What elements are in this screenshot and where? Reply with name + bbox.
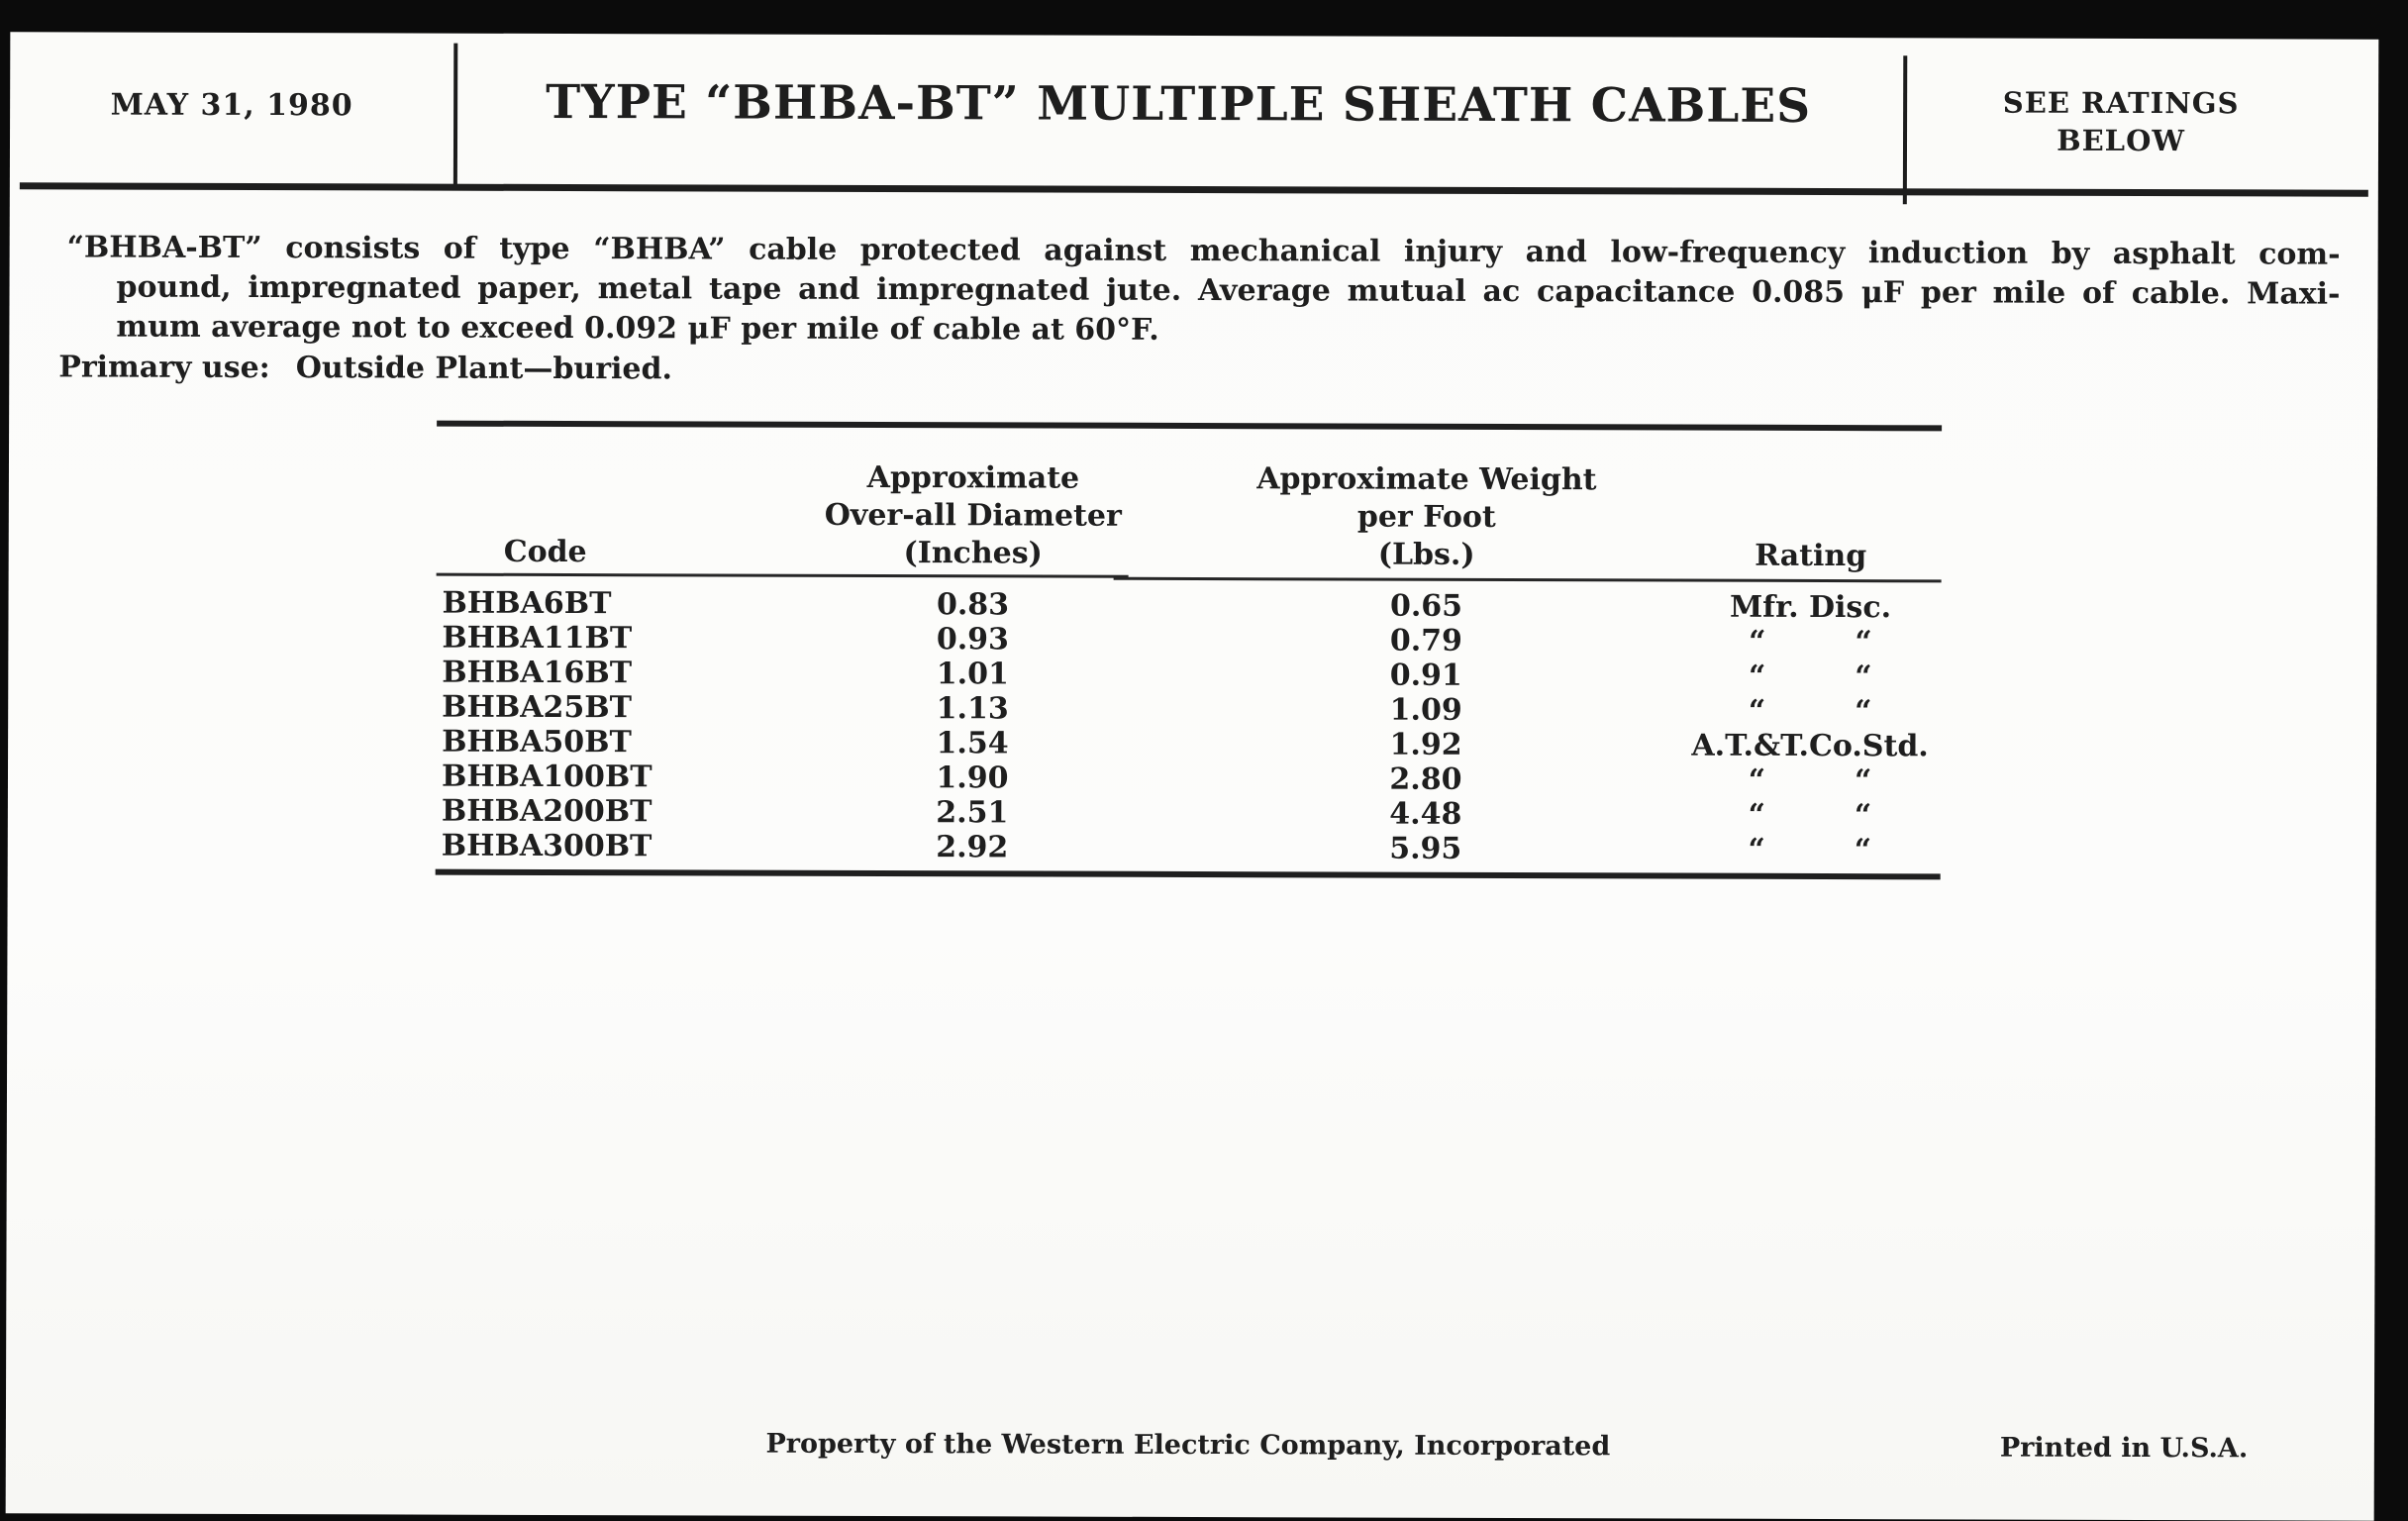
cell-diameter: 0.83 <box>936 587 1010 623</box>
cell-diameter: 2.92 <box>936 830 1009 865</box>
column-header-rating <box>1680 538 1942 578</box>
cell-weight: 2.80 <box>1389 761 1462 797</box>
table-row <box>436 586 1941 626</box>
table-row <box>436 621 1941 660</box>
cell-rating: “ “ <box>1748 693 1872 730</box>
column-header-line: Rating <box>1755 538 1867 574</box>
cell-weight: 0.91 <box>1389 658 1462 693</box>
cell-weight: 1.09 <box>1389 692 1462 728</box>
table-header-row <box>437 427 1942 578</box>
cell-weight: 5.95 <box>1389 831 1462 866</box>
cell-code: BHBA11BT <box>442 620 633 657</box>
cell-diameter: 1.01 <box>936 657 1009 692</box>
table-row <box>436 760 1941 799</box>
cell-code: BHBA6BT <box>442 585 612 622</box>
property-note: Property of the Western Electric Company, Incorporated <box>765 1428 1611 1463</box>
cell-weight: 1.92 <box>1389 727 1462 762</box>
cell-rating: “ “ <box>1748 797 1872 834</box>
table-row <box>436 690 1941 730</box>
table-row <box>436 794 1941 834</box>
table-row <box>436 829 1941 868</box>
cell-weight: 0.65 <box>1389 588 1463 624</box>
description-line: pound, impregnated paper, metal tape and impregnated jute. Average mutual ac capacitance 0.085 μF per mile of cable. Maxi- <box>116 269 2341 312</box>
cell-code: BHBA100BT <box>441 759 652 795</box>
column-header-code <box>437 534 773 574</box>
cell-rating: “ “ <box>1749 624 1872 660</box>
column-header-line: (Lbs.) <box>1377 537 1475 572</box>
cell-weight: 0.79 <box>1389 623 1463 659</box>
description-line: mum average not to exceed 0.092 μF per mile of cable at 60°F. <box>116 309 1159 348</box>
header-rule <box>20 182 2368 196</box>
ratings-note-line-2: BELOW <box>2057 123 2185 158</box>
column-header-line: per Foot <box>1356 499 1496 535</box>
table-row <box>436 656 1941 695</box>
table-row <box>436 725 1941 764</box>
cell-diameter: 0.93 <box>936 622 1010 658</box>
cell-diameter: 1.90 <box>936 760 1009 796</box>
ratings-note <box>1903 83 2339 159</box>
cell-rating: “ “ <box>1748 659 1872 695</box>
table-body <box>436 586 1942 868</box>
column-header-line: Over-all Diameter <box>824 497 1122 534</box>
cell-diameter: 1.13 <box>936 691 1009 727</box>
ratings-table <box>436 421 1942 880</box>
column-header-line: Approximate Weight <box>1256 461 1597 498</box>
column-header-line: (Inches) <box>903 536 1043 571</box>
cell-code: BHBA25BT <box>442 689 633 726</box>
column-header-line: Approximate <box>866 459 1080 496</box>
cell-rating: Mfr. Disc. <box>1729 589 1892 626</box>
cell-code: BHBA200BT <box>441 793 652 830</box>
page-title: TYPE “BHBA-BT” MULTIPLE SHEATH CABLES <box>546 74 1812 134</box>
cell-code: BHBA300BT <box>441 828 652 864</box>
cell-rating: “ “ <box>1748 832 1872 868</box>
ratings-note-line-1: SEE RATINGS <box>2002 85 2240 121</box>
primary-use-value: Outside Plant—buried. <box>295 351 673 387</box>
column-header-weight <box>1173 460 1680 577</box>
cell-code: BHBA50BT <box>442 724 632 760</box>
column-header-line: Code <box>503 534 587 570</box>
column-header-diameter <box>773 459 1173 575</box>
issue-date: MAY 31, 1980 <box>110 87 353 124</box>
cell-rating: A.T.&T.Co.Std. <box>1691 728 1929 764</box>
printed-note: Printed in U.S.A. <box>1999 1432 2249 1465</box>
primary-use-label: Primary use: <box>58 350 270 386</box>
cell-rating: “ “ <box>1748 762 1872 799</box>
document-sheet <box>6 32 2379 1521</box>
description-line: “BHBA-BT” consists of type “BHBA” cable protected against mechanical injury and low-frequency induction by asphalt com- <box>66 230 2341 272</box>
cell-diameter: 2.51 <box>936 795 1009 831</box>
cell-code: BHBA16BT <box>442 655 633 691</box>
cell-diameter: 1.54 <box>936 726 1009 761</box>
table-rule-header-segment <box>1114 577 1942 583</box>
cell-weight: 4.48 <box>1389 796 1462 832</box>
primary-use <box>58 350 672 386</box>
